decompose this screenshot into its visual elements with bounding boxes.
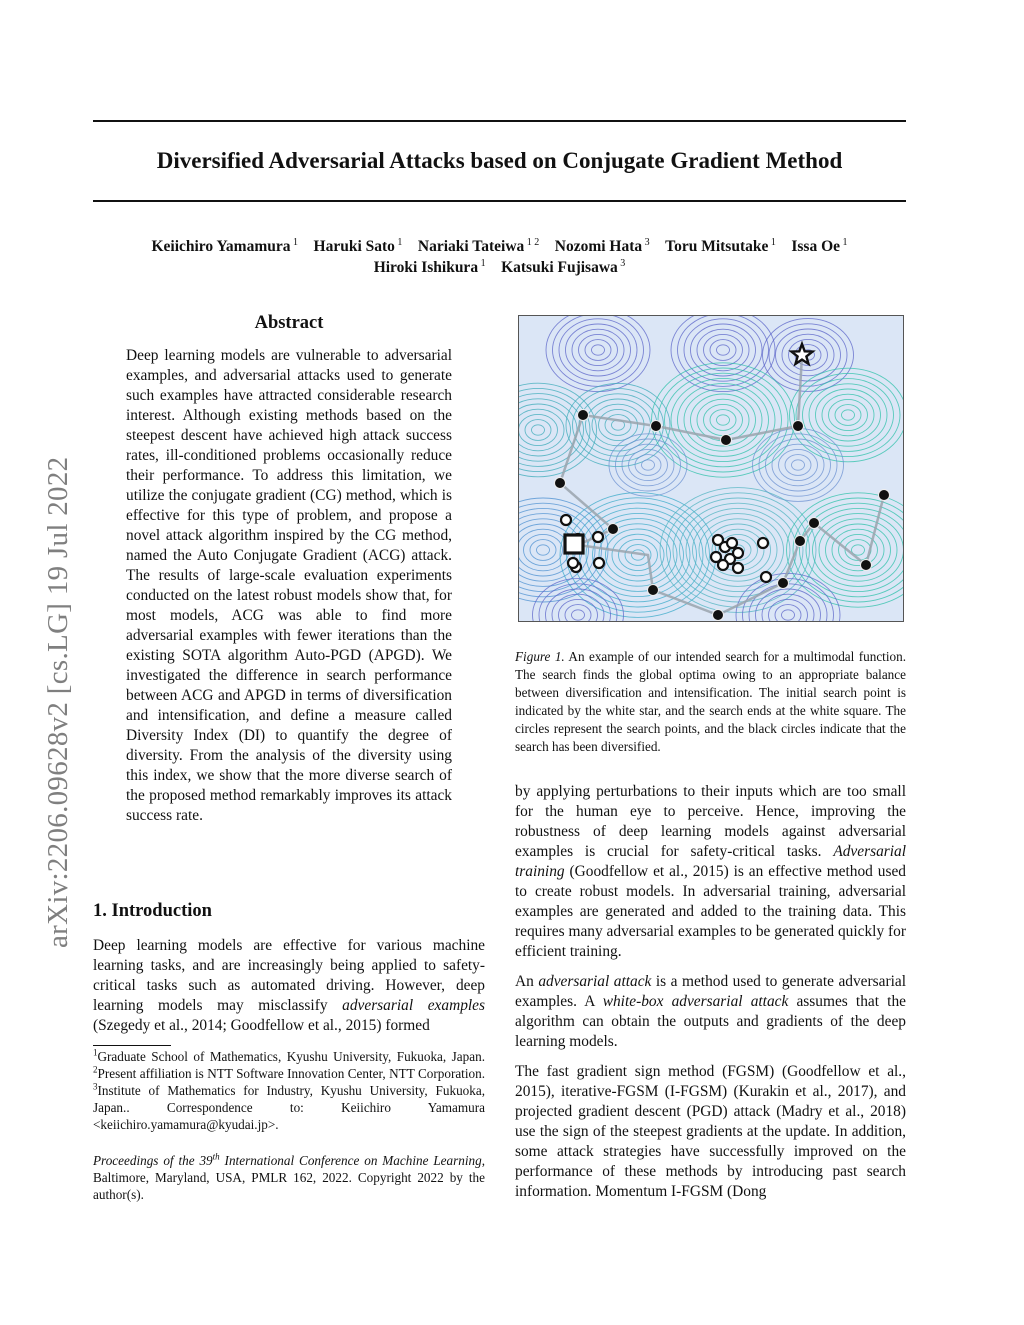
diversified-point <box>793 421 804 432</box>
author-list-line-2 <box>93 257 906 278</box>
search-point <box>733 548 743 558</box>
author-name: Nozomi Hata <box>554 238 643 255</box>
author-name: Hiroki Ishikura <box>373 259 479 276</box>
author-name: Katsuki Fujisawa <box>501 259 618 276</box>
introduction-heading: 1. Introduction <box>93 901 212 921</box>
diversified-point <box>555 478 566 489</box>
author-affiliation: 1 <box>394 236 403 248</box>
author-affiliation: 1 <box>290 236 299 248</box>
proceedings-em-2: International Conference on Machine Learning <box>219 1153 482 1168</box>
diversified-point <box>778 578 789 589</box>
proceedings-footnote <box>93 1152 485 1203</box>
diversified-point <box>809 518 820 529</box>
diversified-point <box>608 524 619 535</box>
figure-caption <box>515 648 906 756</box>
proceedings-em-1: Proceedings of the 39 <box>93 1153 213 1168</box>
author-affiliation: 3 <box>642 236 650 248</box>
footnote-aff-3: Institute of Mathematics for Industry, Kyushu University, Fukuoka, Japan.. Correspondence to: Keiichiro Yamamura <keiichiro.yamamura@kyudai.jp>. <box>93 1083 485 1132</box>
title-rule-top <box>93 120 906 122</box>
search-point <box>718 560 728 570</box>
search-point <box>561 515 571 525</box>
author-name: Nariaki Tateiwa <box>417 238 525 255</box>
right-p1-emphasis: Adversarial training <box>515 843 906 880</box>
introduction-paragraph <box>93 936 485 1036</box>
author-affiliation: 3 <box>617 257 626 269</box>
footnote-aff-2: Present affiliation is NTT Software Innovation Center, NTT Corporation. <box>97 1066 485 1081</box>
author-affiliation: 1 <box>768 236 776 248</box>
search-point <box>761 572 771 582</box>
author-name: Haruki Sato <box>313 238 395 255</box>
affiliation-footnote: $^1$Graduate School of Mathematics, Kyushu University, Fukuoka, Japan. $^2$Present affiliation is NTT Software Innovation Center, NTT Corporation. $^3$Institute of Mathematics for Industry, Kyushu University, Fukuoka, Japan.. Correspondence to: Keiichiro Yamamura <keiichiro.yamamura@kyudai.jp>. <box>93 1047 485 1132</box>
author-name: Keiichiro Yamamura <box>151 238 291 255</box>
author-name: Issa Oe <box>791 238 841 255</box>
caption-text: An example of our intended search for a multimodal function. The search finds the global optima owing to an appropriate balance between diversification and intensification. The initial search point is indicated by the white star, and the search ends at the white square. The circles represent the search points, and the black circles indicate that the search has been diversified. <box>515 649 906 754</box>
diversified-point <box>648 585 659 596</box>
intro-text-start: Deep learning models are effective for various machine learning tasks, and are increasingly being applied to safety-critical tasks such as automated driving. However, deep learning models may misclassify <box>93 937 485 1014</box>
title-rule-bottom <box>93 200 906 202</box>
search-point <box>727 538 737 548</box>
diversified-point <box>795 536 806 547</box>
search-point <box>758 538 768 548</box>
figure-contour-search <box>518 315 904 622</box>
right-paragraph-3: The fast gradient sign method (FGSM) (Goodfellow et al., 2015), iterative-FGSM (I-FGSM) (Kurakin et al., 2017), and projected gradient descent (PGD) attack (Madry et al., 2018) use the sign of the steepest gradients at the update. In addition, some attack strategies have successfully improved on the performance of these methods by introducing past search information. Momentum I-FGSM (Dong <box>515 1063 906 1200</box>
abstract-text: Deep learning models are vulnerable to adversarial examples, and adversarial attacks used to generate such examples have attracted considerable research interest. Although existing methods based on the steepest descent have achieved high attack success rates, ill-conditioned problems occasionally reduce their performance. To address this limitation, we utilize the conjugate gradient (CG) method, which is effective for this type of problem, and propose a novel attack algorithm inspired by the CG method, named the Auto Conjugate Gradient (ACG) attack. The results of large-scale evaluation experiments conducted on the latest robust models show that, for most models, ACG was able to find more adversarial examples with fewer iterations than the existing SOTA algorithm Auto-PGD (APGD). We investigated the difference in search performance between ACG and APGD in terms of diversification and intensification, and define a measure called Diversity Index (DI) to quantify the degree of diversity. From the analysis of the diversity using this index, we show that the more diverse search of the proposed method remarkably improves its attack success rate. <box>126 347 452 824</box>
right-p2-b: is a method used to generate adversarial examples. A <box>515 973 906 1010</box>
abstract-heading: Abstract <box>254 313 324 333</box>
right-p2-a: An <box>515 973 539 990</box>
intro-emphasis: adversarial examples <box>342 997 485 1014</box>
search-point <box>733 563 743 573</box>
right-paragraph-1 <box>515 782 906 962</box>
diversified-point <box>713 610 724 621</box>
paper-title: Diversified Adversarial Attacks based on Conjugate Gradient Method <box>156 148 843 173</box>
author-name: Toru Mitsutake <box>665 238 769 255</box>
author-affiliation: 1 <box>840 236 848 248</box>
author-affiliation: 1 <box>478 257 486 269</box>
diversified-point <box>578 410 589 421</box>
diversified-point <box>861 560 872 571</box>
arxiv-stamp: arXiv:2206.09628v2 [cs.LG] 19 Jul 2022 <box>42 456 74 948</box>
search-point <box>568 558 578 568</box>
right-p2-c: assumes that the algorithm can obtain the outputs and gradients of the deep learning models. <box>515 993 906 1050</box>
intro-text-end: (Szegedy et al., 2014; Goodfellow et al., 2015) formed <box>93 1017 430 1034</box>
search-point <box>593 532 603 542</box>
proceedings-sup: th <box>212 1151 220 1162</box>
diversified-point <box>879 490 890 501</box>
right-paragraph-2 <box>515 972 906 1052</box>
author-affiliation: 1 2 <box>524 236 540 248</box>
diversified-point <box>651 421 662 432</box>
end-square-marker <box>565 535 583 553</box>
right-p2-em-1: adversarial attack <box>538 973 652 990</box>
right-p2-em-2: white-box adversarial attack <box>602 993 789 1010</box>
footnote-aff-1: Graduate School of Mathematics, Kyushu University, Fukuoka, Japan. <box>97 1049 485 1064</box>
search-point <box>594 558 604 568</box>
proceedings-rest: , Baltimore, Maryland, USA, PMLR 162, 2022. Copyright 2022 by the author(s). <box>93 1153 485 1202</box>
right-p1-end: (Goodfellow et al., 2015) is an effective method used to create robust models. In adversarial training, adversarial examples are generated and added to the training data. This requires many adversarial examples to be generated quickly for efficient training. <box>515 863 906 960</box>
right-p1-start: by applying perturbations to their inputs which are too small for the human eye to perceive. Hence, improving the robustness of deep learning models against adversarial examples is crucial for safety-critical tasks. <box>515 783 906 860</box>
caption-label: Figure 1. <box>515 649 565 664</box>
footnote-rule <box>93 1045 171 1046</box>
diversified-point <box>721 435 732 446</box>
author-list-line-1 <box>93 236 906 257</box>
